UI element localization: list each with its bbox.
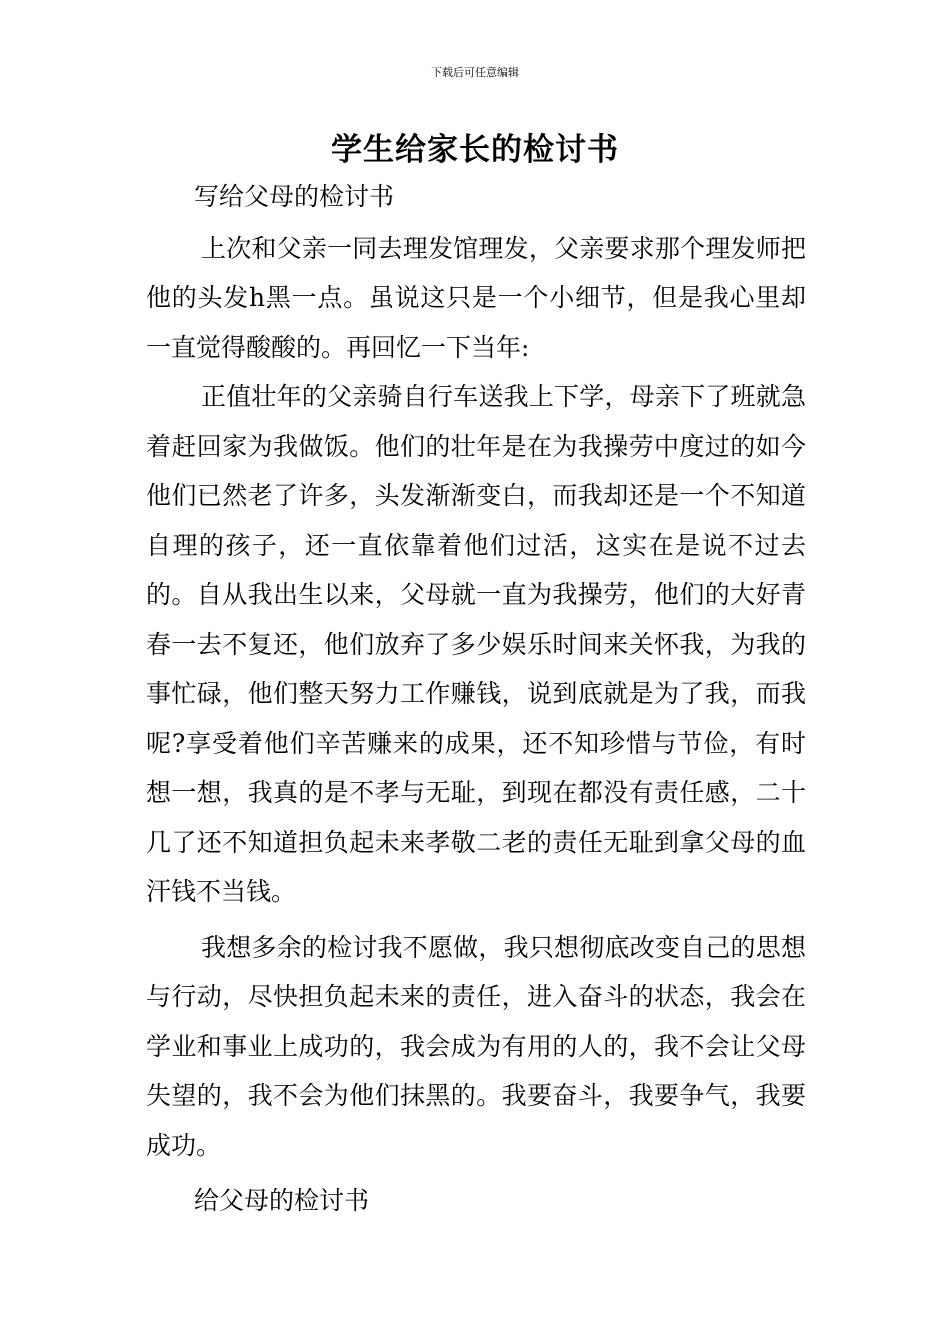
paragraph-resolution: 我想多余的检讨我不愿做，我只想彻底改变自己的思想与行动，尽快担负起未来的责任，进入奋斗的状态，我会在学业和事业上成功的，我会成为有用的人的，我不会让父母失望的，我不会为他们抹黑的。我要奋斗，我要争气，我要成功。 <box>146 932 806 1160</box>
document-body <box>146 172 806 1226</box>
subheading-letter-to-parents: 写给父母的检讨书 <box>194 182 395 211</box>
document-title: 学生给家长的检讨书 <box>331 132 619 168</box>
paragraph-haircut: 上次和父亲一同去理发馆理发，父亲要求那个理发师把他的头发h黑一点。虽说这只是一个小细节，但是我心里却一直觉得酸酸的。再回忆一下当年: <box>146 233 806 362</box>
page-header-note: 下载后可任意编辑 <box>431 66 519 79</box>
subheading-self-criticism: 给父母的检讨书 <box>194 1186 370 1215</box>
paragraph-memories: 正值壮年的父亲骑自行车送我上下学，母亲下了班就急着赶回家为我做饭。他们的壮年是在为我操劳中度过的如今他们已然老了许多，头发渐渐变白，而我却还是一个不知道自理的孩子，还一直依靠着他们过活，这实在是说不过去的。自从我出生以来，父母就一直为我操劳，他们的大好青春一去不复还，他们放弃了多少娱乐时间来关怀我，为我的事忙碌，他们整天努力工作赚钱，说到底就是为了我，而我呢?享受着他们辛苦赚来的成果，还不知珍惜与节俭，有时想一想，我真的是不孝与无耻，到现在都没有责任感，二十几了还不知道担负起未来孝敬二老的责任无耻到拿父母的血汗钱不当钱。 <box>146 382 806 906</box>
